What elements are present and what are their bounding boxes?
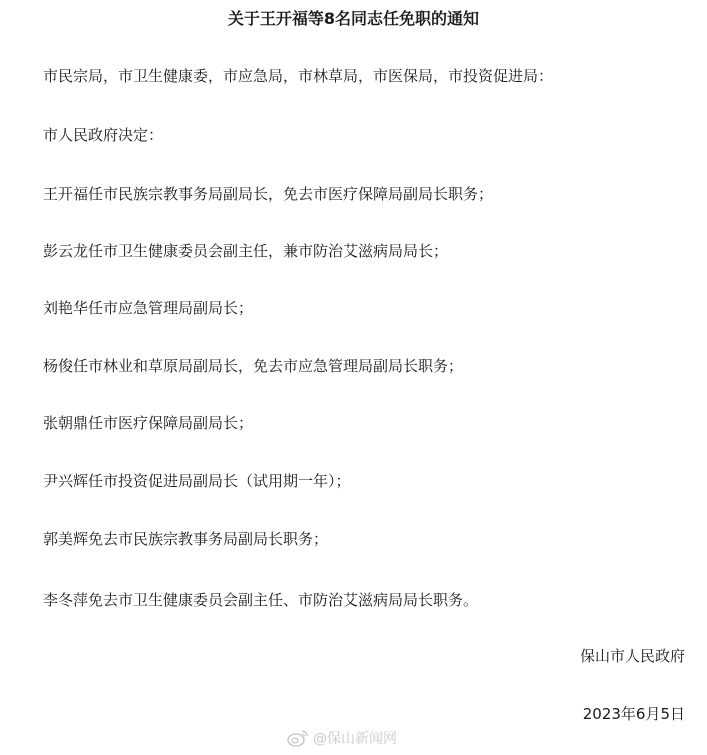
appointment-item: 刘艳华任市应急管理局副局长； xyxy=(43,299,254,317)
weibo-icon xyxy=(287,729,309,747)
appointment-item: 王开福任市民族宗教事务局副局长，免去市医疗保障局副局长职务； xyxy=(43,185,494,203)
appointment-item: 尹兴辉任市投资促进局副局长（试用期一年）； xyxy=(43,472,351,490)
issuer-signature: 保山市人民政府 xyxy=(579,647,685,665)
appointment-item: 郭美辉免去市民族宗教事务局副局长职务； xyxy=(43,530,329,548)
appointment-item: 彭云龙任市卫生健康委员会副主任，兼市防治艾滋病局局长； xyxy=(43,242,449,260)
source-watermark xyxy=(287,728,397,748)
appointment-item: 李冬萍免去市卫生健康委员会副主任、市防治艾滋病局局长职务。 xyxy=(43,591,479,609)
document-title: 关于王开福等8名同志任免职的通知 xyxy=(227,9,480,28)
recipients-line: 市民宗局，市卫生健康委，市应急局，市林草局，市医保局，市投资促进局： xyxy=(43,67,554,85)
issue-date: 2023年6月5日 xyxy=(582,705,685,723)
decision-intro: 市人民政府决定： xyxy=(43,126,164,144)
appointment-item: 张朝鼎任市医疗保障局副局长； xyxy=(43,414,254,432)
appointment-item: 杨俊任市林业和草原局副局长，免去市应急管理局副局长职务； xyxy=(43,357,464,375)
watermark-text: @保山新闻网 xyxy=(313,731,397,747)
